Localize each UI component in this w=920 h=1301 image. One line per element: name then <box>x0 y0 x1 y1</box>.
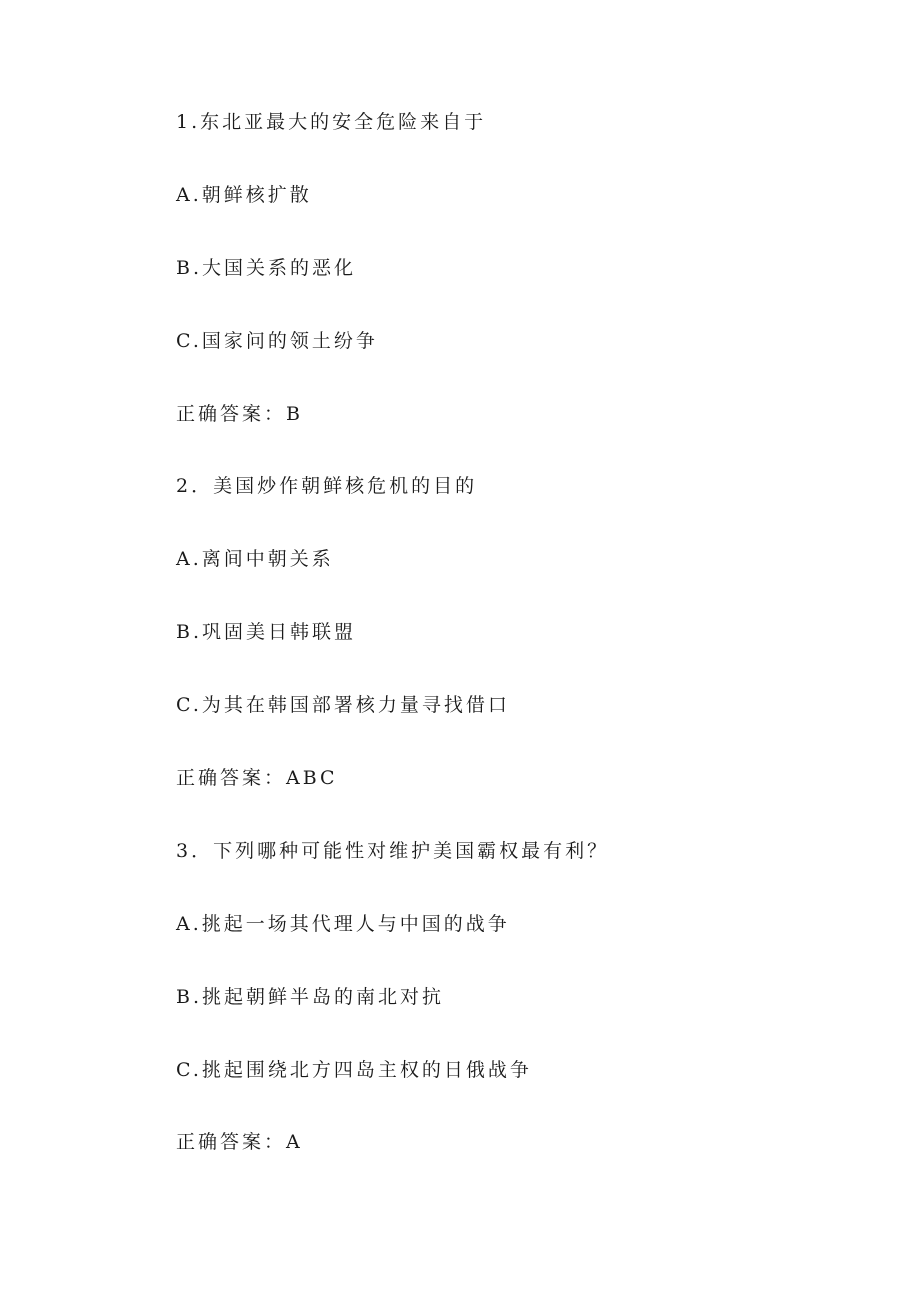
question-1-answer: 正确答案：B <box>176 402 303 425</box>
question-1-option-a: A.朝鲜核扩散 <box>176 183 312 206</box>
question-2-answer: 正确答案：ABC <box>176 767 338 790</box>
question-2-option-c: C.为其在韩国部署核力量寻找借口 <box>176 694 510 717</box>
question-3-option-b: B.挑起朝鲜半岛的南北对抗 <box>176 985 445 1008</box>
question-3-text: 3．下列哪种可能性对维护美国霸权最有利？ <box>176 839 610 862</box>
question-3-option-a: A.挑起一场其代理人与中国的战争 <box>176 912 510 935</box>
question-1-option-b: B.大国关系的恶化 <box>176 256 357 279</box>
question-2-text: 2．美国炒作朝鲜核危机的目的 <box>176 475 478 498</box>
question-2-option-b: B.巩固美日韩联盟 <box>176 621 357 644</box>
question-3-answer: 正确答案：A <box>176 1131 303 1154</box>
question-2-option-a: A.离间中朝关系 <box>176 548 334 571</box>
quiz-content <box>176 107 836 1200</box>
question-1-text: 1.东北亚最大的安全危险来自于 <box>176 111 487 133</box>
question-1-option-c: C.国家问的领土纷争 <box>176 329 378 352</box>
question-3-option-c: C.挑起围绕北方四岛主权的日俄战争 <box>176 1058 532 1081</box>
